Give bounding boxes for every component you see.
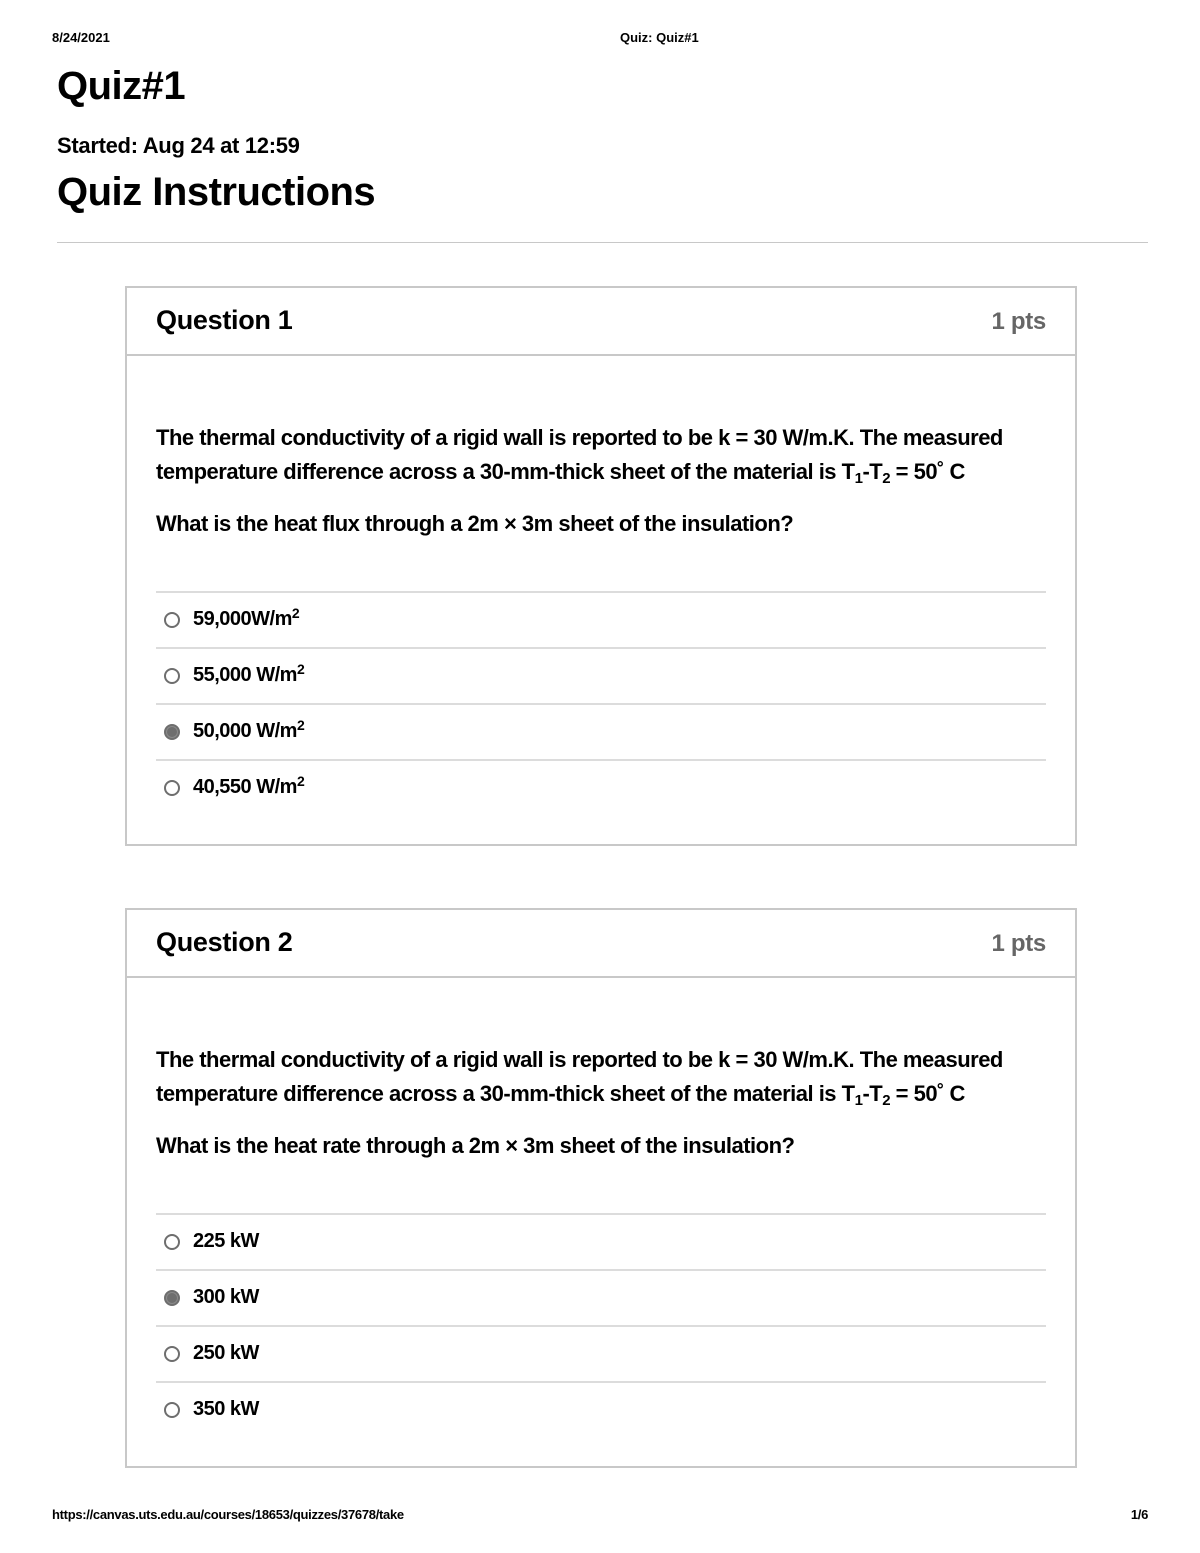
answer-option[interactable] [156,649,1046,705]
answer-label: 300 kW [193,1286,259,1308]
answer-label: 40,550 $W/m^2$ [193,773,305,798]
radio-button[interactable] [164,1234,180,1250]
print-footer [52,1507,1148,1527]
quiz-instructions-heading: Quiz Instructions [57,170,376,214]
answer-label: 250 kW [193,1342,259,1364]
answer-label: $59,000W/m^2$ [193,605,300,630]
quiz-started-time: Started: Aug 24 at 12:59 [57,133,300,158]
answer-option[interactable] [156,1383,1046,1437]
page-url: https://canvas.uts.edu.au/courses/18653/quizzes/37678/take [52,1507,404,1522]
print-page-title: Quiz: Quiz#1 [620,30,699,45]
radio-button[interactable] [164,1346,180,1362]
question-name: Question 1 [156,305,293,335]
question-card-2 [125,908,1077,1468]
radio-button[interactable] [164,668,180,684]
question-body [127,978,1075,1437]
question-name: Question 2 [156,927,293,957]
radio-button[interactable] [164,724,180,740]
question-text: The thermal conductivity of a rigid wall is reported to be k = 30 W/m.K. The measured temperature difference across a 30-mm-thick sheet of the material is $T_1-T_2$ = 50˚ C [156,1047,1003,1109]
question-header [127,910,1075,978]
question-text: The thermal conductivity of a rigid wall is reported to be k = 30 W/m.K. The measured temperature difference across a 30-mm-thick sheet of the material is $T_1-T_2$ = 50˚ C [156,425,1003,487]
radio-button[interactable] [164,780,180,796]
divider [57,242,1148,243]
question-card-1 [125,286,1077,846]
question-points: 1 pts [991,308,1046,335]
answer-option[interactable] [156,705,1046,761]
question-prompt: What is the heat flux through a 2m × 3m sheet of the insulation? [156,511,794,536]
question-points: 1 pts [991,930,1046,957]
radio-button[interactable] [164,1402,180,1418]
answer-list [156,591,1046,815]
radio-button[interactable] [164,1290,180,1306]
print-header [52,30,1148,50]
answer-label: 350 kW [193,1398,259,1420]
page-number: 1/6 [1130,1507,1148,1522]
answer-label: 55,000 $W/m^2$ [193,661,305,686]
question-prompt: What is the heat rate through a 2m × 3m sheet of the insulation? [156,1133,795,1158]
radio-button[interactable] [164,612,180,628]
question-body [127,356,1075,815]
answer-option[interactable] [156,1215,1046,1271]
answer-option[interactable] [156,593,1046,649]
answer-option[interactable] [156,1271,1046,1327]
answer-label: 225 kW [193,1230,259,1252]
answer-list [156,1213,1046,1437]
answer-option[interactable] [156,1327,1046,1383]
question-header [127,288,1075,356]
quiz-title: Quiz#1 [57,64,186,108]
answer-option[interactable] [156,761,1046,815]
print-date: 8/24/2021 [52,30,110,45]
answer-label: 50,000 $W/m^2$ [193,717,305,742]
